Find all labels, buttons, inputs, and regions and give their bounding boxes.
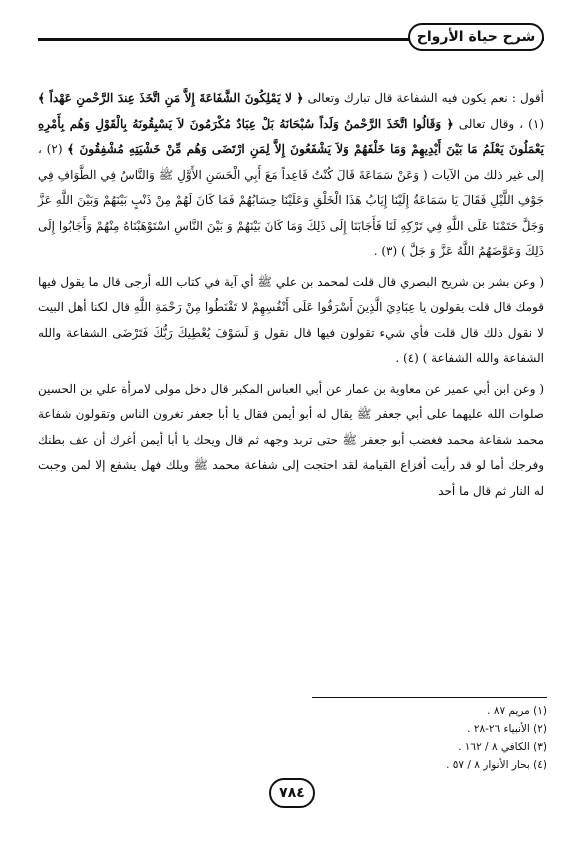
quran-quote-1: ﴿ لا يَمْلِكُونَ الشَّفَاعَةَ إِلاَّ مَنِ اتَّخَذَ عِندَ الرَّحْمنِ عَهْداً ﴾ xyxy=(38,91,304,105)
running-header xyxy=(38,22,544,56)
quran-quote-2: ﴿ وَقَالُوا اتَّخَذَ الرَّحْمنُ وَلَداً سُبْحَانَهُ بَلْ عِبَادٌ مُكْرَمُونَ لاَ يَسْبِقُونَهُ بِالْقَوْلِ وَهُم بِأَمْرِهِ يَعْمَلُونَ يَعْلَمُ مَا بَيْنَ أَيْدِيهِمْ وَمَا خَلْفَهُمْ وَلاَ يَشْفَعُونَ إِلاَّ لِمَنِ ارْتَضَى وَهُم مِّنْ خَشْيَتِهِ مُشْفِقُونَ ﴾ xyxy=(38,116,544,156)
page-number: ٧٨٤ xyxy=(269,778,315,808)
paragraph-1-intro: أقول : نعم يكون فيه الشفاعة قال تبارك وتعالى xyxy=(307,91,544,105)
footnote-2: (٢) الأنبياء ٢٦-٢٨ . xyxy=(467,723,547,735)
footnote-1: (١) مريم ٨٧ . xyxy=(487,705,547,717)
footnote-4: (٤) بحار الأنوار ٨ / ٥٧ . xyxy=(446,759,547,771)
paragraph-2: ( وعن بشر بن شريح البصري قال قلت لمحمد بن علي ﷺ أي آية في كتاب الله أرجى قال ما يقول فيها قومك قال قلت يقولون يا عِبَادِيَ الَّذِينَ أَسْرَفُوا عَلَى أَنْفُسِهِمْ لا تَقْنَطُوا مِنْ رَحْمَةِ اللَّهِ قال لكنا أهل البيت لا نقول ذلك قال قلت فأي شيء تقولون فيها قال نقول وَ لَسَوْفَ يُعْطِيكَ رَبُّكَ فَتَرْضَى الشفاعة والله الشفاعة والله الشفاعة ) (٤) . xyxy=(38,274,544,365)
paragraph-3: ( وعن ابن أبي عمير عن معاوية بن عمار عن أبي العباس المكبر قال دخل مولى لامرأة علي بن الحسين صلوات الله عليهما على أبي جعفر ﷺ يقال له أبو أيمن فقال يا أبا جعفر تغرون الناس وتقولون شفاعة محمد شفاعة محمد فغضب أبو جعفر ﷺ حتى تربد وجهه ثم قال ويحك يا أبا أيمن أغرك أن عف بطنك وفرجك أما لو قد رأيت أفزاع القيامة لقد احتجت إلى شفاعة محمد ﷺ ويلك فهل يشفع إلا لمن وجبت له النار ثم قال ما أحد xyxy=(38,381,544,498)
paragraph-1-hadith: (٢) ، إلى غير ذلك من الآيات ( وَعَنْ سَمَاعَةَ قَالَ كُنْتُ قَاعِداً مَعَ أَبِي الْحَسَنِ الأَوَّلِ ﷺ وَالنَّاسُ فِي الطَّوَافِ فِي جَوْفِ اللَّيْلِ فَقَالَ يَا سَمَاعَةُ إِلَيْنَا إِيَابُ هَذَا الْخَلْقِ وَعَلَيْنَا حِسَابُهُمْ فَمَا كَانَ لَهُمْ مِنْ ذَنْبٍ بَيْنَهُمْ وَبَيْنَ اللَّهِ عَزَّ وَجَلَّ حَتَمْنَا عَلَى اللَّهِ فِي تَرْكِهِ لَنَا فَأَجَابَنَا إِلَى ذَلِكَ وَمَا كَانَ بَيْنَهُمْ وَ بَيْنَ النَّاسِ اسْتَوْهَبْنَاهُ مِنْهُمْ وَأَجَابُوا إِلَى ذَلِكَ وَعَوَّضَهُمُ اللَّهُ عَزَّ وَ جَلَّ ) (٣) . xyxy=(38,142,544,258)
footnote-3: (٣) الكافي ٨ / ١٦٢ . xyxy=(458,741,547,753)
main-text xyxy=(38,86,544,509)
footnotes-divider xyxy=(312,697,547,698)
paragraph-1 xyxy=(38,86,544,265)
paragraph-1-connector: (١) ، وقال تعالى xyxy=(458,116,544,131)
header-title: شرح حياة الأرواح xyxy=(408,23,544,51)
footnotes xyxy=(247,702,547,774)
